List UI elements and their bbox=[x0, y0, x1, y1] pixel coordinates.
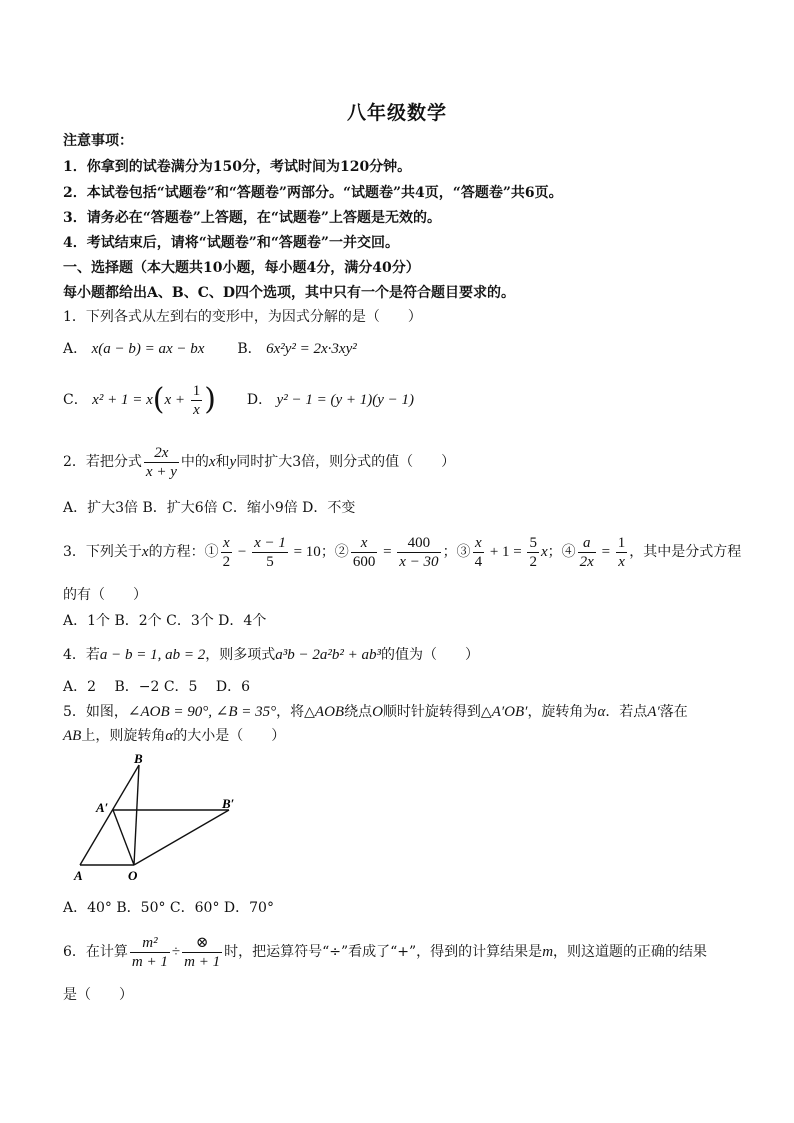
segment-ob-prime bbox=[134, 810, 229, 865]
section-heading: 一、选择题（本大题共10小题，每小题4分，满分40分） bbox=[63, 260, 420, 276]
q5-options: A．40° B．50° C．60° D．70° bbox=[63, 900, 274, 916]
q5-stem-line1: 5．如图，∠AOB = 90°, ∠B = 35°，将△AOB绕点O顺时针旋转得到△A′OB′，旋转角为α．若点A′落在 bbox=[63, 704, 688, 720]
q1-option-c-inner: x + bbox=[164, 392, 189, 408]
q1-stem: 1．下列各式从左到右的变形中，为因式分解的是（ ） bbox=[63, 309, 422, 325]
notice-heading: 注意事项： bbox=[63, 133, 133, 149]
q1-options-ab bbox=[63, 339, 357, 359]
segment-bo bbox=[134, 765, 139, 865]
q4-stem: 4．若a − b = 1, ab = 2，则多项式a³b − 2a²b² + ab³的值为（ ） bbox=[63, 647, 480, 663]
section-instruction: 每小题都给出A、B、C、D四个选项，其中只有一个是符合题目要求的。 bbox=[63, 285, 515, 301]
q5-figure bbox=[60, 750, 260, 885]
q1-option-b: 6x²y² = 2x·3xy² bbox=[266, 341, 357, 357]
page-title: 八年级数学 bbox=[346, 102, 447, 124]
option-label: A． bbox=[63, 341, 88, 357]
label-o: O bbox=[128, 868, 138, 883]
q1-option-a: x(a − b) = ax − bx bbox=[91, 341, 205, 357]
q4-options: A．2 B．−2 C．5 D．6 bbox=[63, 679, 251, 695]
label-a: A bbox=[74, 868, 83, 883]
fraction: $\frac{2x}{x + y}$ bbox=[145, 444, 177, 480]
segment-ab bbox=[80, 765, 139, 865]
notice-item: 4．考试结束后，请将“试题卷”和“答题卷”一并交回。 bbox=[63, 235, 399, 251]
notice-item: 2．本试卷包括“试题卷”和“答题卷”两部分。“试题卷”共4页，“答题卷”共6页。 bbox=[63, 185, 563, 201]
option-label: C． bbox=[63, 392, 88, 408]
q1-option-d: y² − 1 = (y + 1)(y − 1) bbox=[276, 392, 414, 408]
segment-a-prime-o bbox=[113, 810, 134, 865]
q2-stem: 2．若把分式 $\frac{2x}{x + y}$ 中的x和y同时扩大3倍，则分式的值（ ） bbox=[63, 444, 456, 480]
option-label: B． bbox=[237, 341, 262, 357]
label-b: B bbox=[134, 751, 143, 766]
q3-stem-cont: 的有（ ） bbox=[63, 587, 147, 603]
q6-stem: 6．在计算 $\frac{\text{m²}}{m + 1}$ ÷ $\frac{\otimes}{m + 1}$ 时，把运算符号“÷”看成了“+”，得到的计算结果是m，则这道题的正确的结果 bbox=[63, 934, 708, 970]
label-a-prime: A′ bbox=[96, 800, 109, 815]
q3-options: A．1个 B．2个 C．3个 D．4个 bbox=[63, 613, 267, 629]
fraction: $\frac{1}{x}$ bbox=[192, 382, 201, 418]
option-label: D． bbox=[246, 392, 273, 408]
q6-stem-cont: 是（ ） bbox=[63, 987, 133, 1003]
notice-item: 3．请务必在“答题卷”上答题，在“试题卷”上答题是无效的。 bbox=[63, 210, 441, 226]
q1-options-cd: C． x² + 1 = x(x + $\frac{1}{x}$ ) D． y² − 1 = (y + 1)(y − 1) bbox=[63, 382, 414, 418]
q3-stem: 3．下列关于x的方程：① $\frac{x}{2}$ − $\frac{x - 1}{5}$ = 10；② $\frac{x}{600}$ = $\frac{400}{x - 30}$ ；③ $\frac{x}{4}$ + 1 = $\frac{5}{2}$ x；④ $\frac{a}{2x}$ = $\frac{1}{x}$ ，其中是分式方程 bbox=[63, 534, 742, 570]
label-b-prime: B′ bbox=[222, 796, 235, 811]
notice-item: 1．你拿到的试卷满分为150分，考试时间为120分钟。 bbox=[63, 159, 412, 175]
q2-options: A．扩大3倍 B．扩大6倍 C．缩小9倍 D．不变 bbox=[63, 500, 356, 516]
q5-stem-line2: AB上，则旋转角α的大小是（ ） bbox=[63, 728, 286, 744]
q1-option-c-lhs: x² + 1 = x bbox=[92, 392, 153, 408]
